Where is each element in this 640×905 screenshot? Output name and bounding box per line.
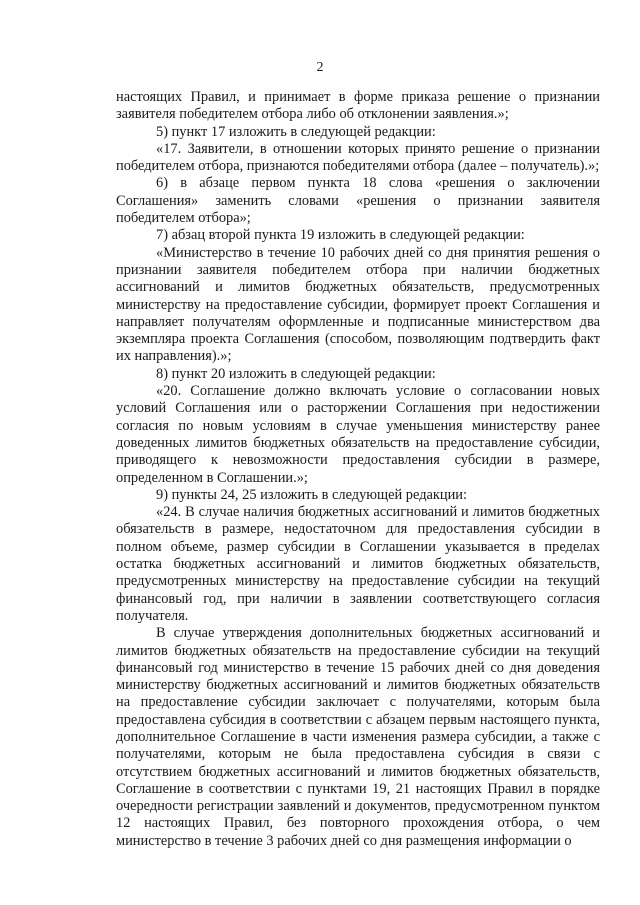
paragraph: 6) в абзаце первом пункта 18 слова «решения о заключении Соглашения» заменить словами «решения о признании заявителя победителем отбора»; [116,175,600,227]
paragraph: «20. Соглашение должно включать условие о согласовании новых условий Соглашения или о расторжении Соглашения при недостижении согласия по новым условиям в случае уменьшения министерству ранее доведенных лимитов бюджетных обязательств на предоставление субсидии, приводящего к невозможности предоставления субсидии в размере, определенном в Соглашении.»; [116,383,600,486]
paragraph: «24. В случае наличия бюджетных ассигнований и лимитов бюджетных обязательств в размере, недостаточном для предоставления субсидии в полном объеме, размер субсидии в Соглашении указывается в пределах остатка бюджетных ассигнований и лимитов бюджетных обязательств, предусмотренных министерству на предоставление субсидии на текущий финансовый год, при наличии в заявлении соответствующего согласия получателя. [116,504,600,624]
paragraph: 5) пункт 17 изложить в следующей редакции: [156,123,436,140]
paragraph: 7) абзац второй пункта 19 изложить в следующей редакции: [156,227,525,244]
paragraph: «17. Заявители, в отношении которых принято решение о признании победителем отбора, признаются победителями отбора (далее – получатель).»; [116,140,600,175]
page-number: 2 [316,60,324,75]
paragraph: 8) пункт 20 изложить в следующей редакции: [156,365,436,382]
paragraph: 9) пункты 24, 25 изложить в следующей редакции: [156,486,467,503]
document-body [116,89,600,850]
paragraph: «Министерство в течение 10 рабочих дней со дня принятия решения о признании заявителя победителем отбора при наличии бюджетных ассигнований и лимитов бюджетных обязательств, предусмотренных министерству на предоставление субсидии, формирует проект Соглашения и направляет получателям оформленные и подписанные министерством два экземпляра проекта Соглашения (способом, позволяющим подтвердить факт их направления).»; [116,244,600,365]
paragraph: В случае утверждения дополнительных бюджетных ассигнований и лимитов бюджетных обязательств на предоставление субсидии на текущий финансовый год министерство в течение 15 рабочих дней со дня доведения министерству бюджетных ассигнований и лимитов бюджетных обязательств на предоставление субсидии заключает с получателями, которым была предоставлена субсидия в соответствии с абзацем первым настоящего пункта, дополнительное Соглашение в части изменения размера субсидии, а также с получателями, которым не была предоставлена субсидия в связи с отсутствием бюджетных ассигнований и лимитов бюджетных обязательств, Соглашение в соответствии с пунктами 19, 21 настоящих Правил в порядке очередности регистрации заявлений и документов, предусмотренном пунктом 12 настоящих Правил, без повторного прохождения отбора, о чем министерство в течение 3 рабочих дней со дня размещения информации о [116,625,600,849]
paragraph: настоящих Правил, и принимает в форме приказа решение о признании заявителя победителем отбора либо об отклонении заявления.»; [116,89,600,123]
